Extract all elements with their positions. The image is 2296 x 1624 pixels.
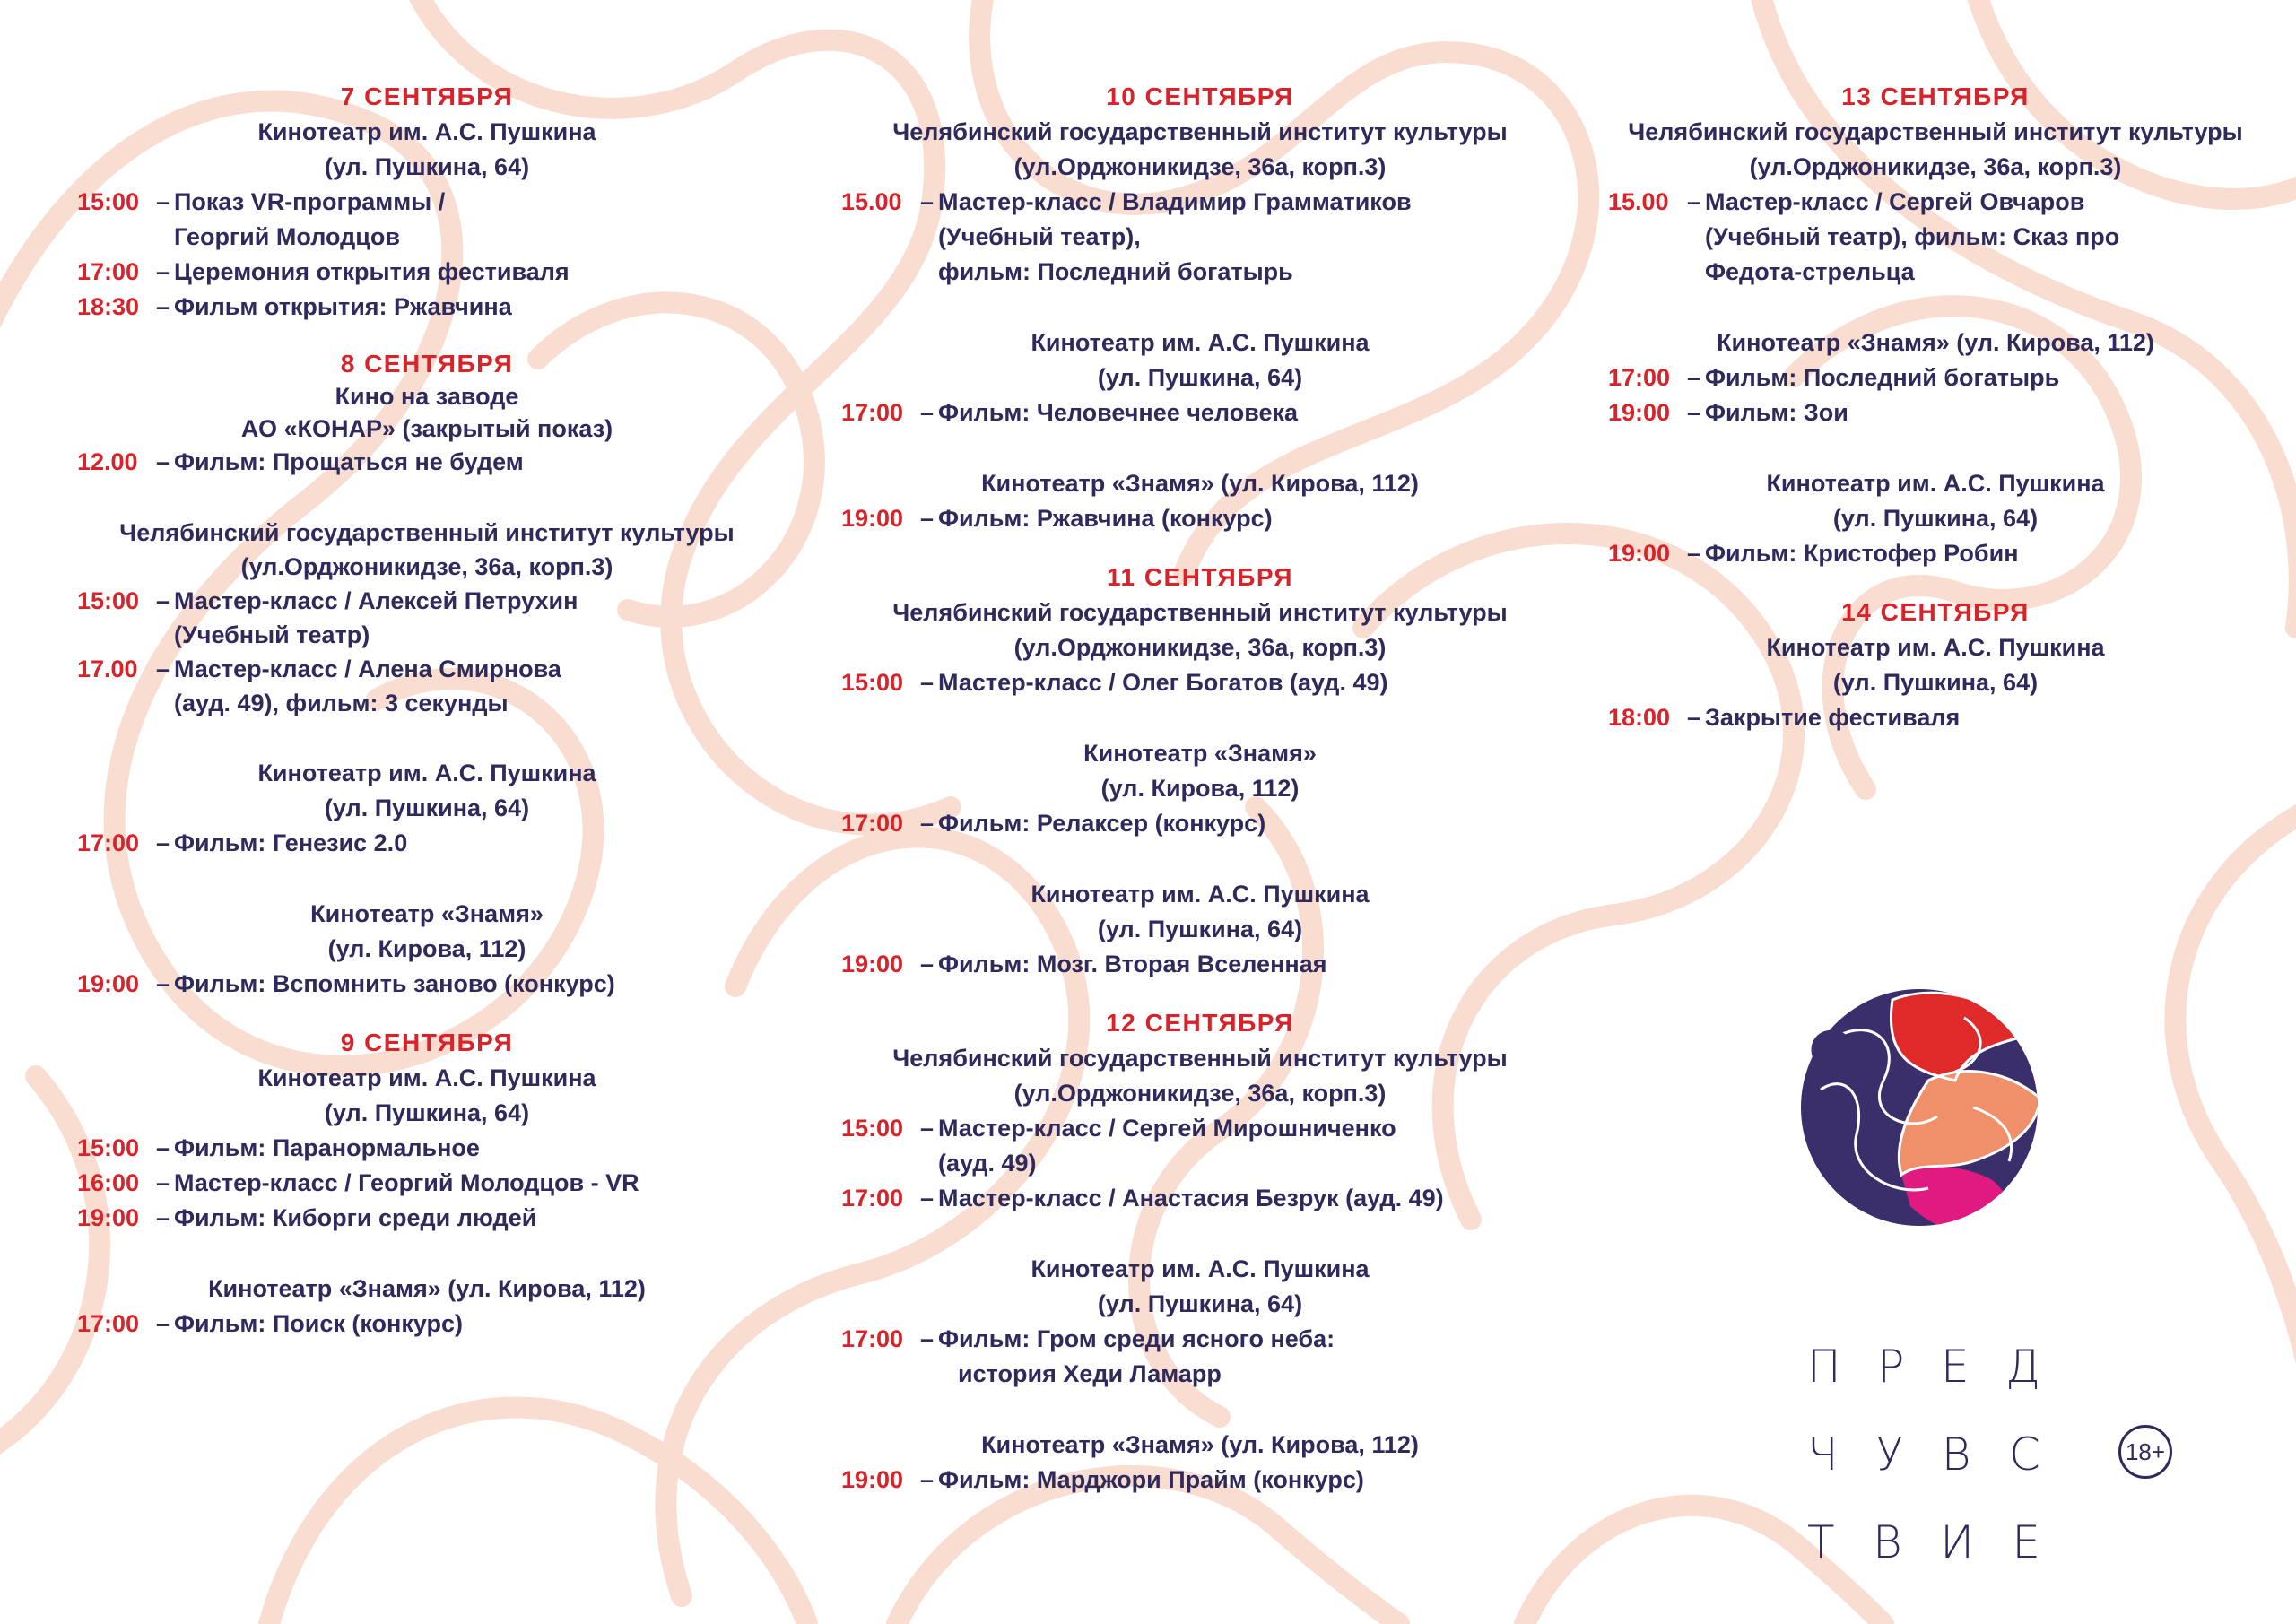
event-row [77,1307,777,1342]
venue-line: Кинотеатр им. А.С. Пушкина [257,1064,596,1091]
event-text: Фильм: Мозг. Вторая Вселенная [938,951,1327,977]
event-time: 17:00 [841,810,904,837]
event-text: Фильм: Киборги среди людей [174,1204,537,1231]
event-text: Фильм: Поиск (конкурс) [174,1310,464,1337]
venue-address: (ул.Орджоникидзе, 36а, корп.3) [240,553,613,580]
schedule-column-1 [77,79,777,1342]
event-text: Фильм: Гром среди ясного неба: [938,1325,1335,1352]
event-dash: – [1687,540,1701,567]
event-time: 15:00 [77,1134,140,1161]
venue-line: Кинотеатр «Знамя» [310,900,544,927]
event-text: Фильм: Кристофер Робин [1705,540,2019,567]
event-text: Мастер-класс / Владимир Грамматиков [938,188,1412,215]
event-text-cont: Георгий Молодцов [174,223,400,250]
event-text: Фильм: Зои [1705,399,1848,426]
event-time: 15:00 [77,188,140,215]
event-dash: – [156,1134,170,1161]
event-row [77,584,777,652]
venue-address: (ул. Пушкина, 64) [1832,505,2039,532]
event-text: Фильм: Генезис 2.0 [174,829,408,856]
event-text-cont: фильм: Последний богатырь [938,258,1293,285]
event-text: Фильм: Марджори Прайм (конкурс) [938,1466,1364,1493]
event-row [77,185,777,255]
event-dash: – [156,1204,170,1231]
event-dash: – [920,1466,935,1493]
event-dash: – [156,587,170,614]
day-heading-14: 14 СЕНТЯБРЯ [1841,598,2030,626]
event-text: Фильм: Последний богатырь [1705,364,2060,391]
event-text: Фильм: Паранормальное [174,1134,480,1161]
schedule-column-3 [1608,79,2263,735]
event-text: Фильм открытия: Ржавчина [174,293,512,320]
event-time: 15.00 [841,188,902,215]
event-time: 19:00 [1608,540,1671,567]
event-row [841,501,1559,536]
venue-line: Кинотеатр им. А.С. Пушкина [1031,881,1370,908]
event-text: Мастер-класс / Алексей Петрухин [174,587,578,614]
event-row [841,1111,1559,1181]
event-row [1608,185,2263,290]
event-dash: – [920,669,935,696]
event-time: 16:00 [77,1169,140,1196]
event-time: 15:00 [841,669,904,696]
event-dash: – [1687,188,1701,215]
event-dash: – [156,258,170,285]
brand-letter: Т [1807,1516,1835,1568]
venue-line: Кино на заводе [335,383,519,410]
venue-line: Челябинский государственный институт культуры [119,519,735,546]
event-dash: – [920,810,935,837]
venue-line: Челябинский государственный институт культуры [892,599,1508,626]
event-dash: – [920,1115,935,1142]
event-time: 19:00 [841,505,904,532]
event-dash: – [156,1169,170,1196]
brand-letter: Ч [1807,1429,1839,1481]
event-dash: – [156,1310,170,1337]
venue-line: Кинотеатр «Знамя» (ул. Кирова, 112) [208,1275,646,1302]
event-text: Фильм: Релаксер (конкурс) [938,810,1266,837]
brand-letter: Р [1877,1341,1905,1393]
venue-address: (ул. Пушкина, 64) [324,153,530,180]
event-row [77,826,777,861]
event-time: 17:00 [77,258,140,285]
event-time: 15:00 [77,587,140,614]
venue-line: Кинотеатр им. А.С. Пушкина [257,760,596,786]
event-text: Церемония открытия фестиваля [174,258,570,285]
brand-wordmark [1807,1323,2040,1586]
event-text: Мастер-класс / Алена Смирнова [174,656,561,682]
event-text-cont: (ауд. 49), фильм: 3 секунды [174,690,509,716]
event-time: 17:00 [841,1185,904,1211]
day-heading-11: 11 СЕНТЯБРЯ [1106,563,1294,591]
event-time: 18:00 [1608,704,1671,731]
event-text: Фильм: Вспомнить заново (конкурс) [174,970,615,997]
event-row [1608,536,2263,571]
venue-line: Кинотеатр им. А.С. Пушкина [1031,1255,1370,1282]
event-row [841,1322,1559,1392]
venue-address: (ул.Орджоникидзе, 36а, корп.3) [1013,153,1387,180]
venue-address: (ул.Орджоникидзе, 36а, корп.3) [1013,634,1387,661]
event-text: Фильм: Ржавчина (конкурс) [938,505,1273,532]
event-time: 19:00 [841,951,904,977]
event-dash: – [1687,364,1701,391]
venue-line: Челябинский государственный институт культуры [892,1045,1508,1072]
venue-line: АО «КОНАР» (закрытый показ) [240,415,613,442]
brand-letter: В [1941,1429,1971,1481]
event-dash: – [156,188,170,215]
event-time: 17:00 [841,1325,904,1352]
event-time: 19:00 [841,1466,904,1493]
event-text: Мастер-класс / Сергей Овчаров [1705,188,2085,215]
brand-letter: С [2009,1429,2040,1481]
event-row [841,947,1559,982]
brand-letter: Е [2012,1516,2040,1568]
event-time: 17:00 [1608,364,1671,391]
venue-line: Кинотеатр им. А.С. Пушкина [257,118,596,145]
event-dash: – [920,951,935,977]
event-row [1608,360,2263,395]
brand-letter: У [1875,1429,1904,1481]
event-text: Фильм: Человечнее человека [938,399,1299,426]
event-time: 15:00 [841,1115,904,1142]
schedule-column-2 [841,79,1559,1498]
venue-line: Кинотеатр им. А.С. Пушкина [1766,470,2105,497]
venue-address: (ул. Пушкина, 64) [324,1099,530,1126]
brand-letter: В [1873,1516,1902,1568]
event-row [841,665,1559,700]
event-row [1608,395,2263,430]
festival-logo-icon [1785,982,2045,1233]
event-text: Показ VR-программы / [174,188,446,215]
venue-address: (ул. Пушкина, 64) [324,795,530,821]
event-dash: – [156,656,170,682]
event-row [77,1166,777,1201]
brand-row-1 [1807,1323,2040,1411]
venue-line: Кинотеатр «Знамя» (ул. Кирова, 112) [981,470,1419,497]
event-dash: – [920,505,935,532]
brand-letter: Д [2005,1341,2040,1393]
day-heading-8: 8 СЕНТЯБРЯ [340,350,514,378]
venue-address: (ул. Кирова, 112) [1100,775,1300,802]
event-text-cont: (Учебный театр), фильм: Сказ про [1705,223,2120,250]
event-text-cont: (Учебный театр) [174,621,370,648]
event-text-cont: история Хеди Ламарр [958,1360,1222,1387]
event-dash: – [920,1325,935,1352]
event-time: 12.00 [77,448,138,475]
venue-line: Кинотеатр им. А.С. Пушкина [1031,329,1370,356]
event-time: 17.00 [77,656,138,682]
event-dash: – [156,829,170,856]
venue-line: Кинотеатр «Знамя» [1083,740,1317,767]
event-time: 19:00 [77,1204,140,1231]
event-row [77,1201,777,1236]
event-time: 17:00 [77,1310,140,1337]
brand-letter: П [1807,1341,1841,1393]
event-dash: – [156,293,170,320]
brand-row-2 [1807,1411,2040,1498]
day-heading-13: 13 СЕНТЯБРЯ [1841,83,2030,110]
event-row [841,1181,1559,1216]
event-row [841,395,1559,430]
venue-address: (ул. Пушкина, 64) [1097,364,1303,391]
event-text: Мастер-класс / Сергей Мирошниченко [938,1115,1396,1142]
venue-line: Кинотеатр «Знамя» (ул. Кирова, 112) [1717,329,2154,356]
venue-address: (ул. Кирова, 112) [327,935,526,962]
event-text: Закрытие фестиваля [1705,704,1961,731]
event-dash: – [920,1185,935,1211]
venue-line: Кинотеатр «Знамя» (ул. Кирова, 112) [981,1431,1419,1458]
event-text-cont: (ауд. 49) [938,1150,1037,1177]
event-text-cont: (Учебный театр), [938,223,1141,250]
event-row [77,445,777,480]
event-dash: – [156,448,170,475]
brand-letter: И [1940,1516,1974,1568]
venue-line: Челябинский государственный институт культуры [892,118,1508,145]
event-time: 17:00 [841,399,904,426]
event-row [841,806,1559,841]
event-dash: – [920,188,935,215]
venue-address: (ул. Пушкина, 64) [1097,1290,1303,1317]
day-heading-10: 10 СЕНТЯБРЯ [1106,83,1294,110]
event-text: Мастер-класс / Олег Богатов (ауд. 49) [938,669,1388,696]
day-heading-7: 7 СЕНТЯБРЯ [340,83,514,110]
event-row [77,290,777,325]
event-row [77,1131,777,1166]
event-dash: – [1687,704,1701,731]
event-time: 15.00 [1608,188,1669,215]
event-time: 18:30 [77,293,140,320]
event-dash: – [156,970,170,997]
event-row [77,652,777,720]
brand-row-3 [1807,1498,2040,1586]
event-time: 19:00 [77,970,140,997]
event-text: Фильм: Прощаться не будем [174,448,524,475]
venue-line: Кинотеатр им. А.С. Пушкина [1766,634,2105,661]
event-row [1608,700,2263,735]
venue-address: (ул. Пушкина, 64) [1097,916,1303,942]
event-text-cont: Федота-стрельца [1705,258,1915,285]
event-dash: – [920,399,935,426]
event-time: 17:00 [77,829,140,856]
venue-line: Челябинский государственный институт культуры [1628,118,2243,145]
age-rating-badge: 18+ [2118,1425,2172,1479]
venue-address: (ул.Орджоникидзе, 36а, корп.3) [1749,153,2122,180]
brand-letter: Е [1940,1341,1970,1393]
event-time: 19:00 [1608,399,1671,426]
event-row [77,967,777,1002]
event-row [77,255,777,290]
event-row [841,185,1559,290]
venue-address: (ул. Пушкина, 64) [1832,669,2039,696]
event-text: Мастер-класс / Анастасия Безрук (ауд. 49) [938,1185,1444,1211]
day-heading-12: 12 СЕНТЯБРЯ [1106,1009,1294,1037]
event-text: Мастер-класс / Георгий Молодцов - VR [174,1169,639,1196]
event-row [841,1463,1559,1498]
event-dash: – [1687,399,1701,426]
day-heading-9: 9 СЕНТЯБРЯ [340,1029,514,1056]
venue-address: (ул.Орджоникидзе, 36а, корп.3) [1013,1080,1387,1107]
